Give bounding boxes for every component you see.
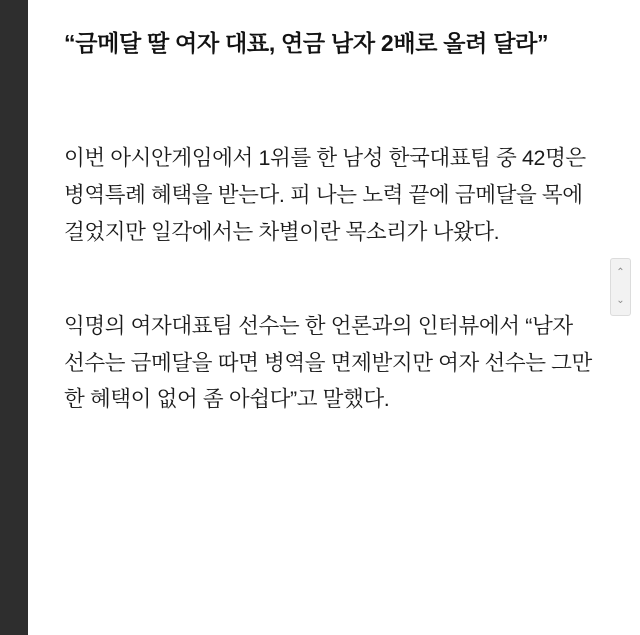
article-paragraph: 익명의 여자대표팀 선수는 한 언론과의 인터뷰에서 “남자 선수는 금메달을 따면 병역을 면제받지만 여자 선수는 그만한 혜택이 없어 좀 아쉽다”고 말했다. <box>64 313 592 412</box>
article-content <box>28 0 634 635</box>
article-paragraph: 이번 아시안게임에서 1위를 한 남성 한국대표팀 중 42명은 병역특례 혜택을 받는다. 피 나는 노력 끝에 금메달을 목에 걸었지만 일각에서는 차별이란 목소리가 나왔다. <box>64 145 586 244</box>
chevron-down-icon[interactable]: ⌄ <box>616 295 625 306</box>
scroll-stepper[interactable] <box>610 258 631 316</box>
left-gutter-strip <box>0 0 28 635</box>
page-title: “금메달 딸 여자 대표, 연금 남자 2배로 올려 달라” <box>64 30 549 56</box>
right-edge-strip <box>634 0 640 635</box>
chevron-up-icon[interactable]: ⌃ <box>616 267 625 278</box>
